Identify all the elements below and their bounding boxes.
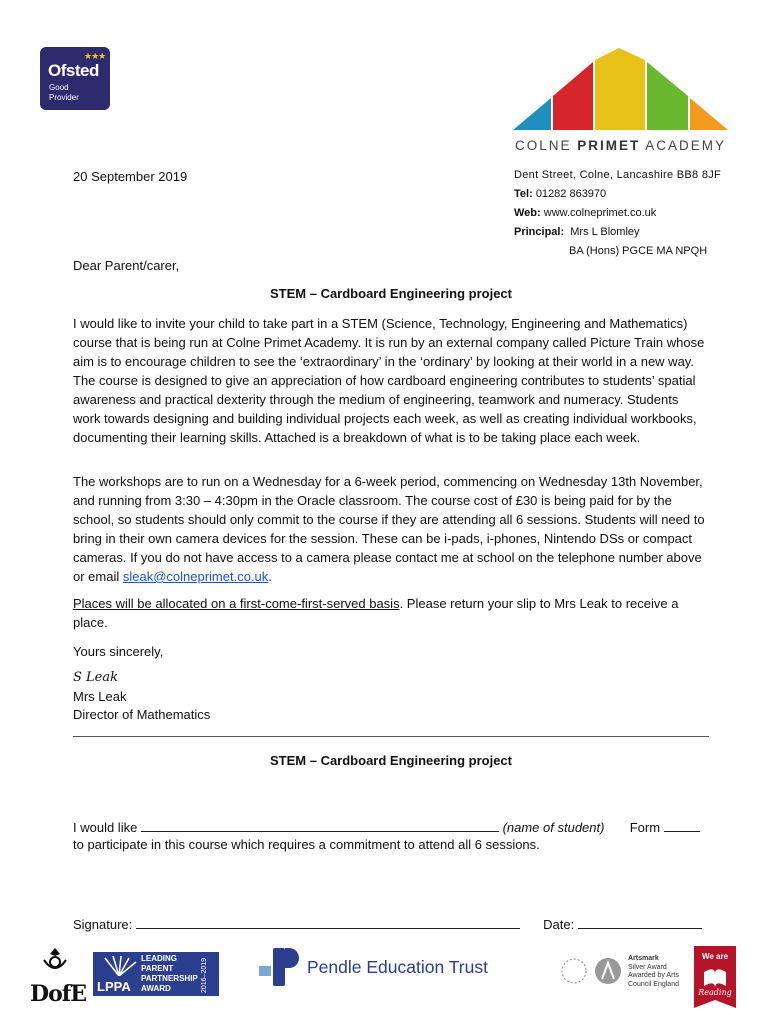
lppa-rays-icon [99,956,139,976]
signer-role: Director of Mathematics [73,707,211,722]
dofe-logo [30,946,86,1007]
school-logo [513,48,728,160]
signature-row: Signature: Date: [73,915,702,934]
letter-date: 20 September 2019 [73,169,188,184]
student-name-field[interactable] [141,819,499,832]
signature: S Leak [73,670,118,685]
email-link[interactable]: sleak@colneprimet.co.uk [122,569,269,584]
reading-top-text: We are [701,952,729,961]
artsmark-text: Artsmark Silver Award Awarded by Arts Council England [628,955,679,988]
paragraph-2: The workshops are to run on a Wednesday for a 6-week period, commencing on Wednesday 13th November, and running from 3:30 – 4:30pm in the Oracle classroom. The course cost of £30 is being paid for by the school, so students should only commit to the course if they are attending all 6 sessions. Students will need to bring in their own camera devices for the session. These can be i-pads, i-phones, Nintendo DSs or compact cameras. If you do not have access to a camera please contact me at school on the telephone number above or email sleak@colneprimet.co.uk. [73,474,705,584]
slip-title: STEM – Cardboard Engineering project [270,753,512,768]
form-field[interactable] [664,819,700,832]
lppa-years: 2016–2019 [201,957,208,993]
paragraph-3: Places will be allocated on a first-come-first-served basis. Please return your slip to Mrs Leak to receive a place. [73,596,679,630]
pendle-p-icon [259,948,301,986]
website: Web: www.colneprimet.co.uk [514,207,657,219]
lppa-logo [93,952,219,996]
school-address [514,166,721,261]
participation-statement: to participate in this course which requires a commitment to attend all 6 sessions. [73,837,540,852]
signer-name: Mrs Leak [73,689,127,704]
principal-qualifications: BA (Hons) PGCE MA NPQH [569,245,708,257]
principal: Principal: Mrs L Blomley [514,226,640,238]
telephone: Tel: 01282 863970 [514,188,607,200]
lppa-text: LEADING PARENT PARTNERSHIP AWARD [141,954,198,993]
signature-field[interactable] [136,916,520,929]
stars-icon: ★★★ [84,51,106,61]
greeting: Dear Parent/carer, [73,258,180,273]
ofsted-brand: Ofsted [48,61,99,80]
artsmark-logo [558,952,682,990]
we-are-reading-logo [694,946,736,1008]
paragraph-1: I would like to invite your child to take part in a STEM (Science, Technology, Engineering and Mathematics) course that is being run at Colne Primet Academy. It is run by an external company called Picture Train whose aim is to encourage children to see the ‘extraordinary’ in the ‘ordinary’ by looking at their world in a new way. The course is designed to give an appreciation of how cardboard engineering contributes to students’ spatial awareness and practical dexterity through the medium of engineering, teamwork and numeracy. Students work towards designing and building individual projects each week, as well as creating individual workbooks, documenting their learning skills. Attached is a breakdown of what is to be taking place each week. [73,316,705,445]
pendle-text: Pendle Education Trust [307,957,488,977]
date-field[interactable] [578,916,702,929]
closing: Yours sincerely, [73,644,164,659]
ofsted-grade: Good Provider [49,83,79,102]
pendle-logo [259,946,529,986]
ofsted-badge [40,47,110,110]
arts-council-icon [558,954,624,988]
tear-off-divider [73,736,709,737]
lppa-abbr: LPPA [97,979,131,994]
dofe-crest-icon [30,946,80,976]
letter-title: STEM – Cardboard Engineering project [270,286,512,301]
school-name: COLNE PRIMET ACADEMY [514,138,727,153]
dofe-text: DofE [30,981,86,1007]
student-name-row: I would like (name of student) Form [73,818,700,837]
street-address: Dent Street, Colne, Lancashire BB8 8JF [514,169,722,181]
reading-bottom-text: Reading [698,988,732,997]
school-logo-roof-icon [513,48,728,132]
